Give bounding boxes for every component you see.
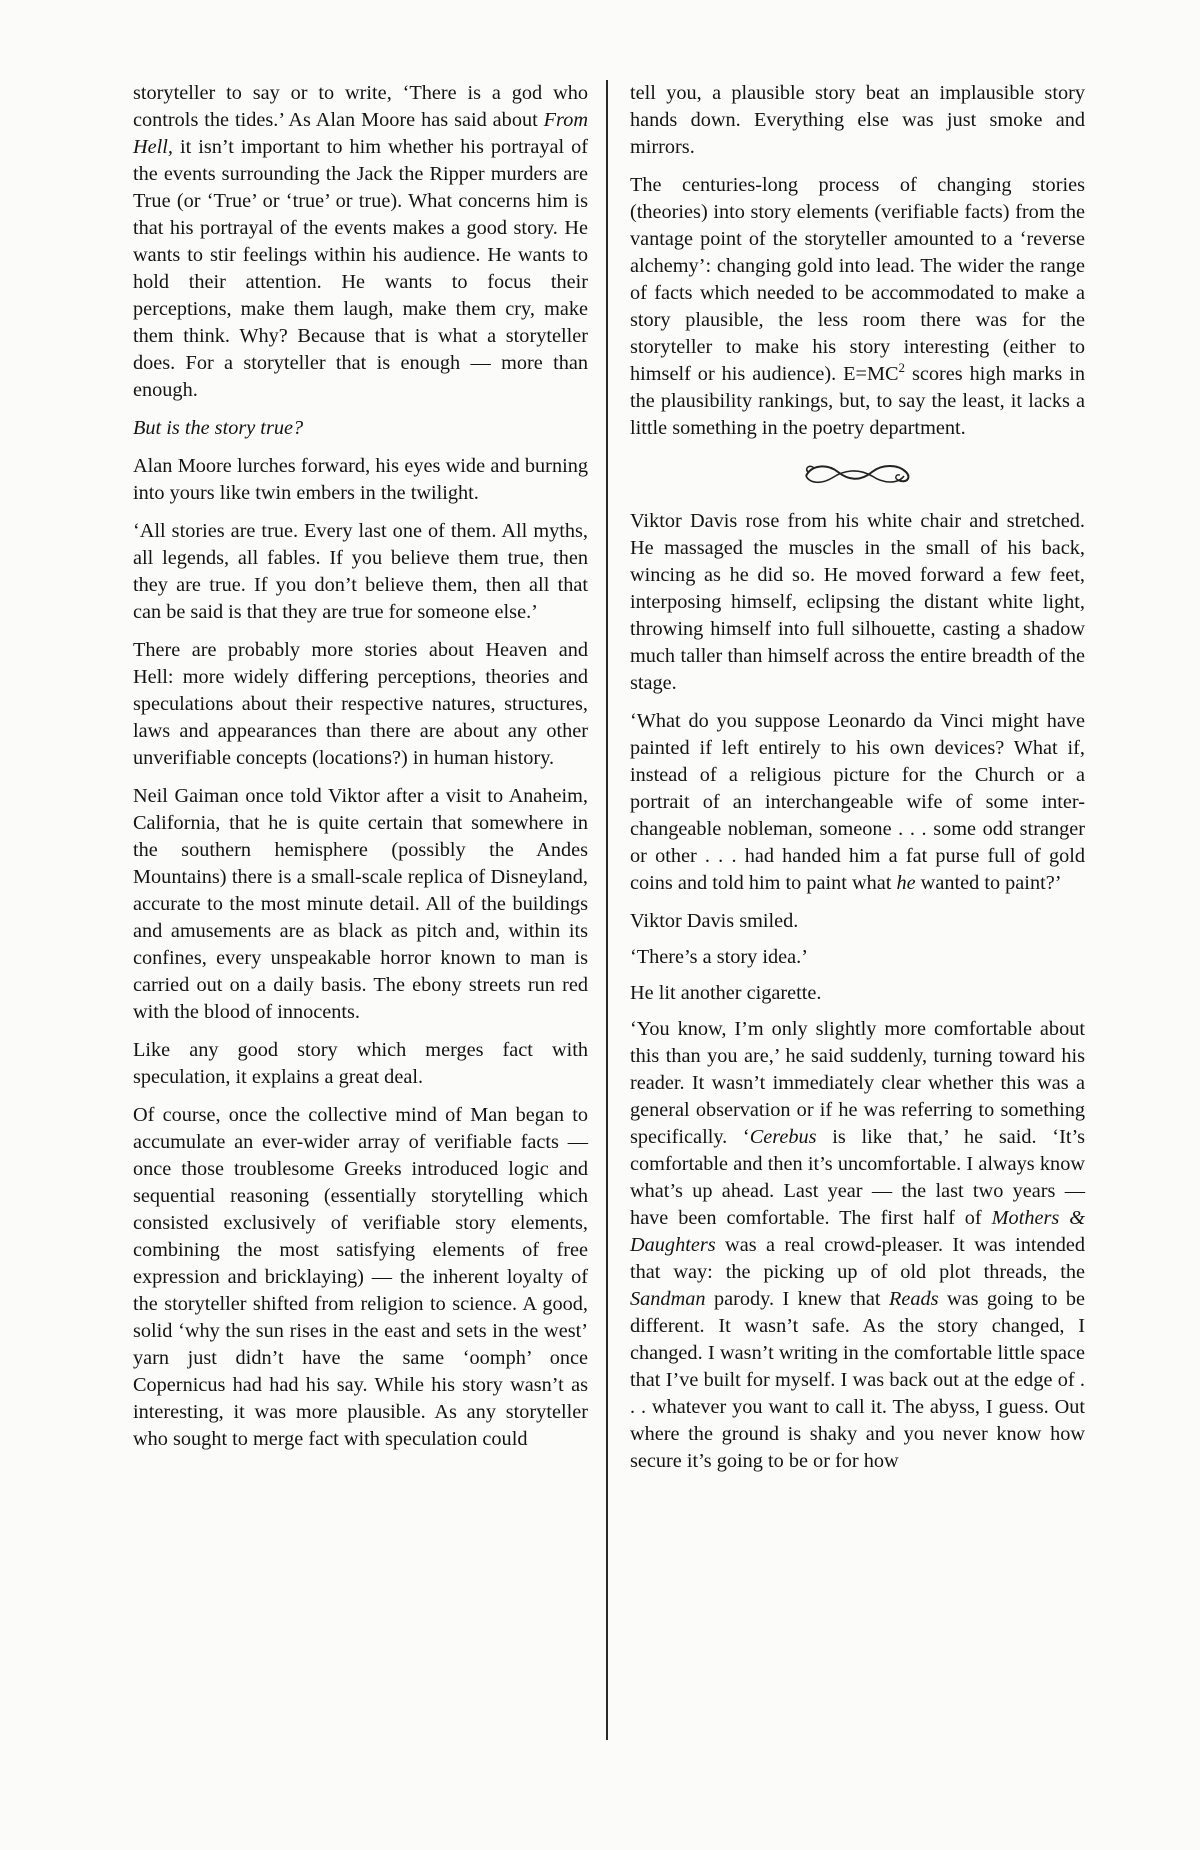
right-column bbox=[630, 80, 1085, 1486]
paragraph: He lit another cigarette. bbox=[630, 982, 822, 1004]
paragraph: ‘There’s a story idea.’ bbox=[630, 946, 808, 968]
paragraph: Like any good story which merges fact with speculation, it explains a great deal. bbox=[133, 1039, 588, 1088]
column-divider bbox=[606, 80, 608, 1740]
left-column bbox=[133, 80, 588, 1464]
paragraph: ‘You know, I’m only slightly more comfortable about this than you are,’ he said suddenly, turning toward his reader. It wasn’t immediately clear whether this was a general observation or if he was referring to something specifically. ‘Cerebus is like that,’ he said. ‘It’s comfortable and then it’s uncomfortable. I always know what’s up ahead. Last year — the last two years — have been comfortable. The first half of Mothers & Daughters was a real crowd-pleaser. It was intended that way: the picking up of old plot threads, the Sandman parody. I knew that Reads was going to be different. It wasn’t safe. As the story changed, I changed. I wasn’t writing in the comfortable little space that I’ve built for myself. I was back out at the edge of . . . whatever you want to call it. The abyss, I guess. Out where the ground is shaky and you never know how secure it’s going to be or for how bbox=[630, 1018, 1085, 1472]
paragraph: Of course, once the collective mind of Man began to accumulate an ever-wider array of verifiable facts — once those troublesome Greeks introduced logic and sequential reasoning (essentially storytelling which consisted exclusively of verifiable story elements, combining the most satisfying elements of free expression and bricklaying) — the inherent loyalty of the storyteller shifted from religion to science. A good, solid ‘why the sun rises in the east and sets in the west’ yarn just didn’t have the same ‘oomph’ once Copernicus had had his say. While his story wasn’t as interesting, it was more plausible. As any storyteller who sought to merge fact with speculation could bbox=[133, 1104, 588, 1450]
paragraph: The centuries-long process of changing stories (theories) into story elements (verifiable facts) from the vantage point of the storyteller amounted to a ‘reverse alchemy’: changing gold into lead. The wider the range of facts which needed to be accommodated to make a story plausible, the less room there was for the storyteller to make his story interesting (either to himself or his audience). $E=MC^2$ scores high marks in the plausibility rankings, but, to say the least, it lacks a little something in the poetry department. bbox=[630, 174, 1085, 439]
paragraph: Viktor Davis smiled. bbox=[630, 910, 799, 932]
paragraph: tell you, a plausible story beat an implausible story hands down. Everything else was just smoke and mirrors. bbox=[630, 82, 1085, 158]
paragraph: ‘All stories are true. Every last one of them. All myths, all legends, all fables. If you believe them true, then they are true. If you don’t believe them, then all that can be said is that they are true for someone else.’ bbox=[133, 520, 588, 623]
paragraph: ‘What do you suppose Leonardo da Vinci might have painted if left entirely to his own devices? What if, instead of a religious picture for the Church or a portrait of an interchangeable wife of some inter-changeable nobleman, someone . . . some odd stranger or other . . . had handed him a fat purse full of gold coins and told him to paint what he wanted to paint?’ bbox=[630, 710, 1085, 894]
paragraph: storyteller to say or to write, ‘There is a god who controls the tides.’ As Alan Moore has said about From Hell, it isn’t important to him whether his portrayal of the events surrounding the Jack the Ripper murders are True (or ‘True’ or ‘true’ or true). What concerns him is that his portrayal of the events makes a good story. He wants to stir feelings within his audience. He wants to hold their attention. He wants to focus their perceptions, make them laugh, make them cry, make them think. Why? Because that is what a storyteller does. For a storyteller that is enough — more than enough. bbox=[133, 82, 588, 401]
paragraph: Alan Moore lurches forward, his eyes wide and burning into yours like twin embers in the twilight. bbox=[133, 455, 588, 504]
italic-question: But is the story true? bbox=[133, 417, 304, 439]
flourish-divider-icon bbox=[798, 458, 918, 490]
paragraph: There are probably more stories about Heaven and Hell: more widely differing perceptions, theories and speculations about their respective natures, structures, laws and appearances than there are about any other unverifiable concepts (locations?) in human history. bbox=[133, 639, 588, 769]
paragraph: Viktor Davis rose from his white chair and stretched. He massaged the muscles in the small of his back, wincing as he did so. He moved forward a few feet, interposing himself, eclipsing the distant white light, throwing himself into full silhouette, casting a shadow much taller than himself across the entire breadth of the stage. bbox=[630, 510, 1085, 694]
paragraph: Neil Gaiman once told Viktor after a visit to Anaheim, California, that he is quite certain that somewhere in the southern hemisphere (possibly the Andes Mountains) there is a small-scale replica of Disneyland, accurate to the most minute detail. All of the buildings and amusements are as black as pitch and, within its confines, every unspeakable horror known to man is carried out on a daily basis. The ebony streets run red with the blood of innocents. bbox=[133, 785, 588, 1023]
